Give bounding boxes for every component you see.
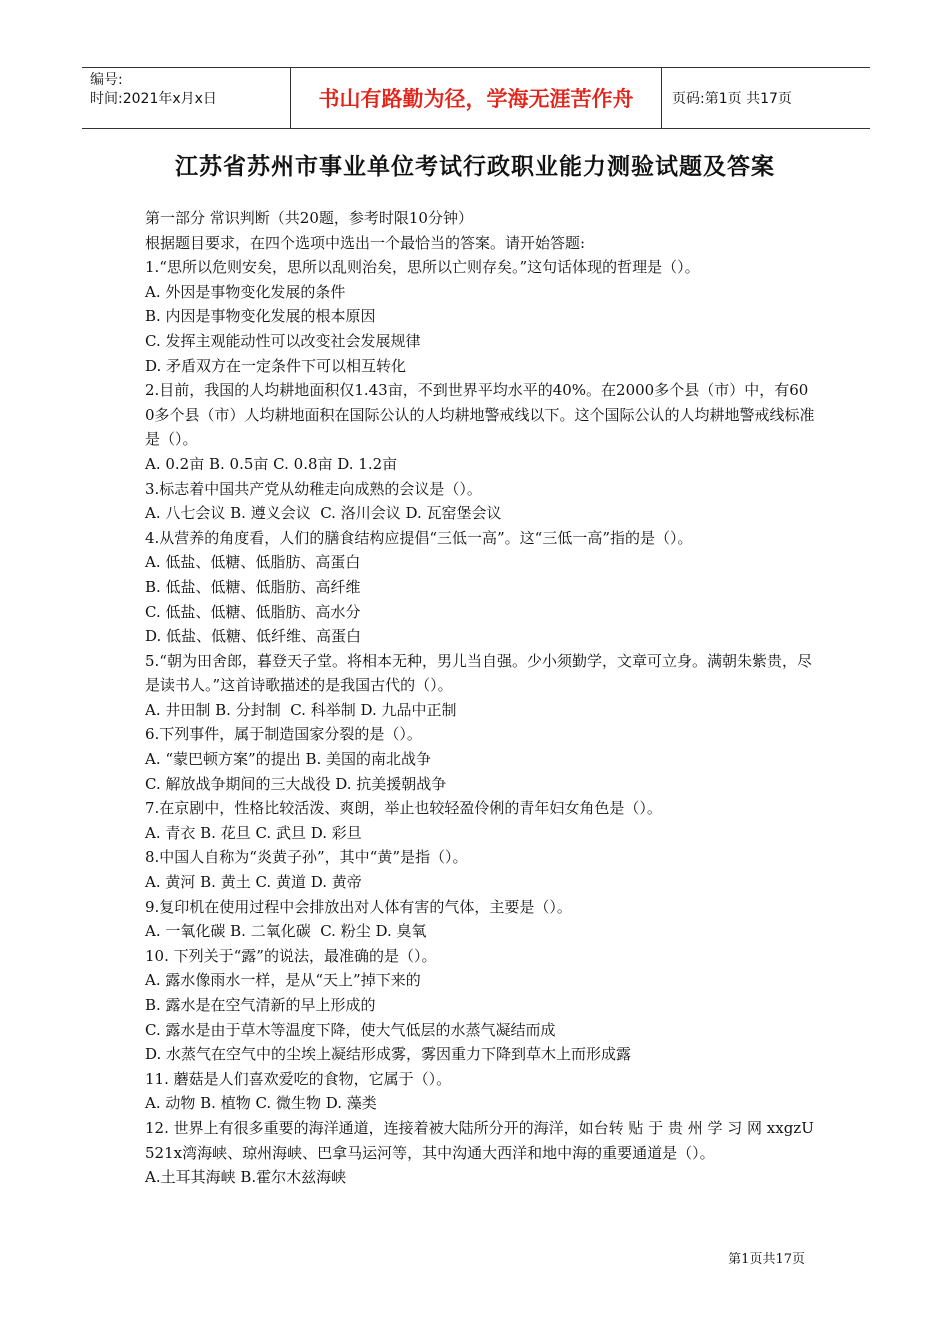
- text-line: A. 青衣 B. 花旦 C. 武旦 D. 彩旦: [145, 823, 362, 842]
- text-line: 7.在京剧中，性格比较活泼、爽朗，举止也较轻盈伶俐的青年妇女角色是（）。: [145, 799, 662, 818]
- text-line: C. 发挥主观能动性可以改变社会发展规律: [145, 331, 421, 350]
- text-line: 4.从营养的角度看，人们的膳食结构应提倡“三低一高”。这“三低一高”指的是（）。: [145, 528, 693, 547]
- text-line: 第一部分 常识判断（共20题，参考时限10分钟）: [145, 209, 473, 227]
- text-line: A. 0.2亩 B. 0.5亩 C. 0.8亩 D. 1.2亩: [145, 454, 398, 473]
- text-line: A.土耳其海峡 B.霍尔木兹海峡: [145, 1168, 347, 1187]
- text-line: A. 露水像雨水一样，是从“天上”掉下来的: [145, 971, 421, 990]
- text-line: 10. 下列关于“露”的说法，最准确的是（）。: [145, 946, 437, 965]
- text-line: A. “蒙巴顿方案”的提出 B. 美国的南北战争: [145, 750, 432, 769]
- text-line: 8.中国人自称为“炎黄子孙”，其中“黄”是指（）。: [145, 848, 468, 867]
- number-label: 编号:: [90, 72, 123, 88]
- page-header: [82, 67, 870, 129]
- text-line: C. 露水是由于草木等温度下降，使大气低层的水蒸气凝结而成: [145, 1020, 556, 1039]
- text-line: A. 八七会议 B. 遵义会议 C. 洛川会议 D. 瓦窑堡会议: [145, 504, 502, 523]
- text-line: 1.“思所以危则安矣，思所以乱则治矣，思所以亡则存矣。”这句话体现的哲理是（）。: [145, 258, 700, 277]
- header-page-label: 页码:第1页 共17页: [672, 91, 792, 107]
- text-line: B. 内因是事物变化发展的根本原因: [145, 307, 376, 326]
- header-motto: 书山有路勤为径，学海无涯苦作舟: [291, 68, 662, 128]
- document-body: [145, 206, 815, 1190]
- time-label: 时间:2021年x月x日: [90, 91, 217, 107]
- text-line: D. 低盐、低糖、低纤维、高蛋白: [145, 627, 362, 646]
- text-line: 12. 世界上有很多重要的海洋通道，连接着被大陆所分开的海洋，如台转 贴 于 贵 州 学 习 网 xxgzU521x湾海峡、琼州海峡、巴拿马运河等，其中沟通大西洋和地中海的重要通道是（）。: [145, 1118, 814, 1162]
- text-line: B. 露水是在空气清新的早上形成的: [145, 996, 376, 1014]
- text-line: 2.目前，我国的人均耕地面积仅1.43亩，不到世界平均水平的40%。在2000多个县（市）中，有600多个县（市）人均耕地面积在国际公认的人均耕地警戒线以下。这个国际公认的人均耕地警戒线标准是（）。: [145, 381, 815, 449]
- document-title: 江苏省苏州市事业单位考试行政职业能力测验试题及答案: [175, 154, 775, 180]
- text-line: D. 矛盾双方在一定条件下可以相互转化: [145, 356, 407, 375]
- text-line: 11. 蘑菇是人们喜欢爱吃的食物，它属于（）。: [145, 1069, 452, 1088]
- text-line: A. 一氧化碳 B. 二氧化碳 C. 粉尘 D. 臭氧: [145, 922, 427, 941]
- text-line: A. 动物 B. 植物 C. 微生物 D. 藻类: [145, 1094, 377, 1113]
- text-line: 3.标志着中国共产党从幼稚走向成熟的会议是（）。: [145, 479, 482, 498]
- page-footer: 第1页共17页: [728, 1252, 805, 1267]
- text-line: 6.下列事件，属于制造国家分裂的是（）。: [145, 725, 422, 744]
- text-line: C. 低盐、低糖、低脂肪、高水分: [145, 602, 361, 621]
- text-line: D. 水蒸气在空气中的尘埃上凝结形成雾，雾因重力下降到草木上而形成露: [145, 1045, 632, 1064]
- text-line: A. 外因是事物变化发展的条件: [145, 282, 346, 301]
- text-line: C. 解放战争期间的三大战役 D. 抗美援朝战争: [145, 774, 447, 793]
- text-line: A. 井田制 B. 分封制 C. 科举制 D. 九品中正制: [145, 700, 457, 719]
- text-line: A. 黄河 B. 黄土 C. 黄道 D. 黄帝: [145, 873, 362, 892]
- text-line: 9.复印机在使用过程中会排放出对人体有害的气体，主要是（）。: [145, 897, 572, 916]
- text-line: 根据题目要求，在四个选项中选出一个最恰当的答案。请开始答题:: [145, 233, 586, 252]
- text-line: B. 低盐、低糖、低脂肪、高纤维: [145, 577, 361, 596]
- text-line: 5.“朝为田舍郎，暮登天子堂。将相本无种，男儿当自强。少小须勤学，文章可立身。满朝朱紫贵，尽是读书人。”这首诗歌描述的是我国古代的（）。: [145, 651, 812, 695]
- header-meta: [82, 68, 291, 128]
- text-line: A. 低盐、低糖、低脂肪、高蛋白: [145, 553, 361, 572]
